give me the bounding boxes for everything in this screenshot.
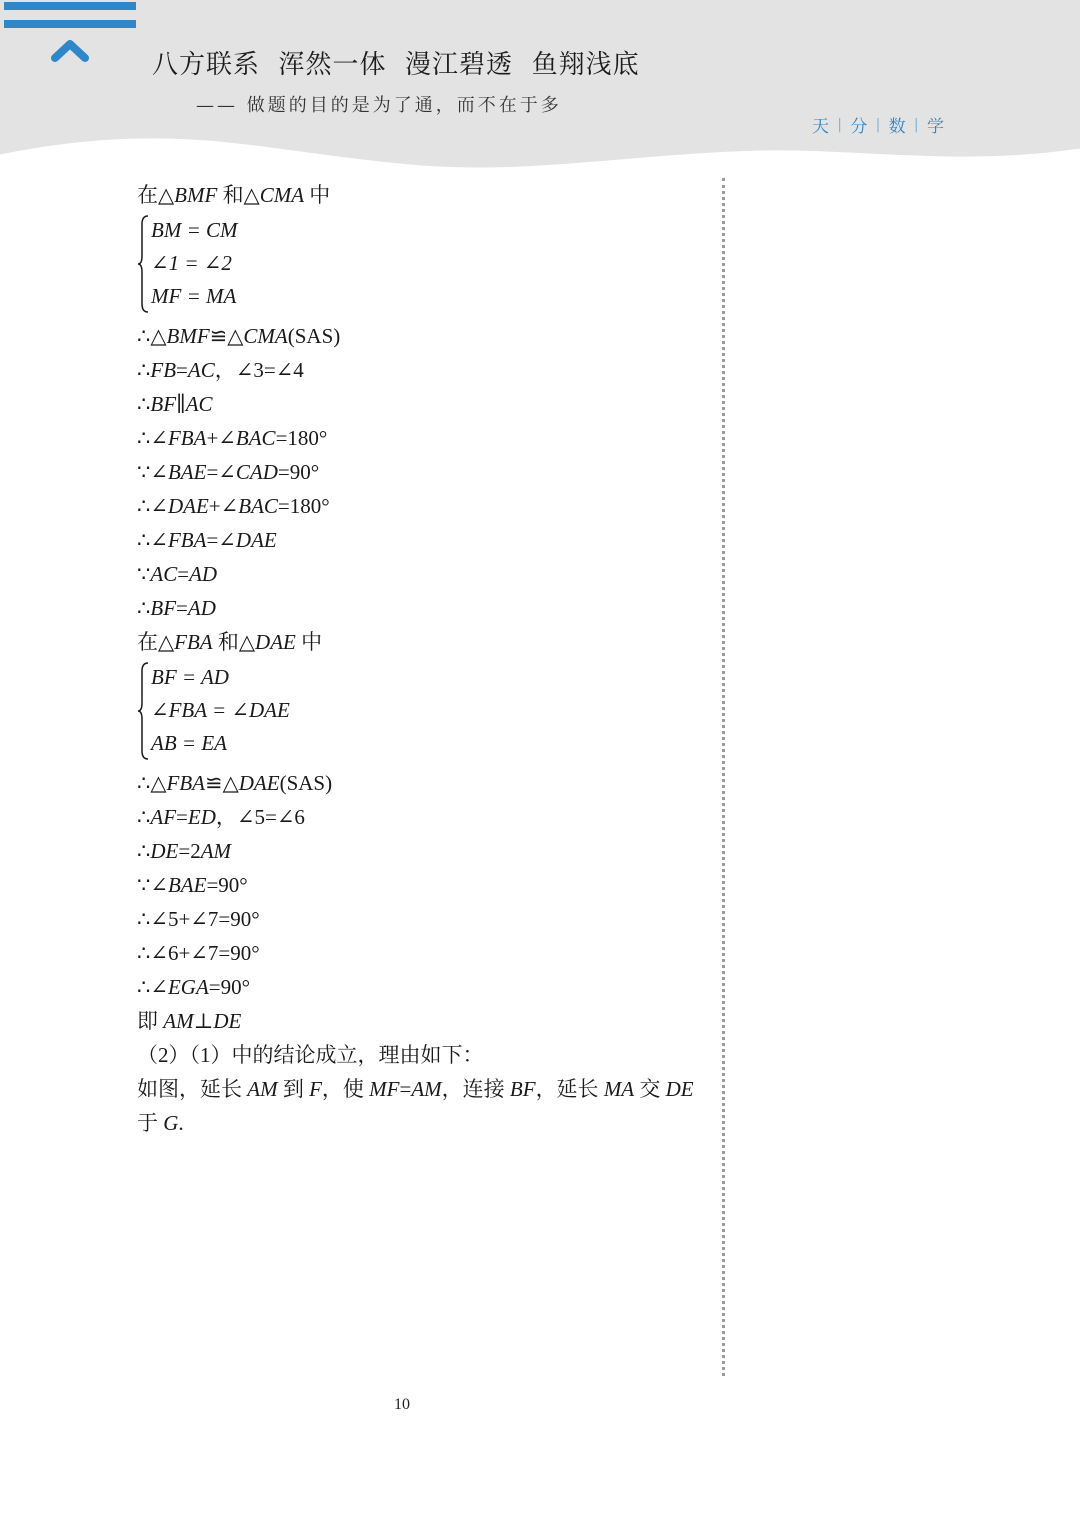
logo-char: 学 — [926, 117, 944, 137]
proof-line: 即 AM⊥DE — [137, 1009, 242, 1033]
logo-separator: | — [913, 116, 919, 133]
logo-separator: | — [837, 116, 843, 133]
proof-line: 在△FBA 和△DAE 中 — [137, 630, 323, 654]
proof-line: ∴BF∥AC — [137, 392, 213, 416]
solution-body — [137, 178, 717, 1140]
proof-line: ∴∠5+∠7=90° — [137, 907, 260, 931]
left-brace-icon — [137, 661, 151, 761]
chevron-up-icon — [0, 0, 140, 110]
proof-line: 在△BMF 和△CMA 中 — [137, 183, 331, 207]
proof-line: ∴△BMF≌△CMA(SAS) — [137, 324, 341, 348]
logo-wordmark — [812, 112, 944, 137]
equation-line: BF = AD — [151, 665, 229, 689]
left-brace-icon — [137, 214, 151, 314]
proof-line: ∵AC=AD — [137, 562, 218, 586]
equation-line: ∠1 = ∠2 — [151, 251, 232, 275]
equation-system — [137, 661, 717, 761]
logo-char: 天 — [812, 117, 829, 137]
logo-separator: | — [875, 116, 881, 133]
proof-line: ∴∠FBA=∠DAE — [137, 528, 277, 552]
page-header — [0, 0, 1080, 175]
proof-line: ∴AF=ED，∠5=∠6 — [137, 805, 305, 829]
equation-line: AB = EA — [151, 731, 227, 755]
header-background — [0, 0, 1080, 175]
page-number: 10 — [394, 1396, 410, 1413]
proof-line: ∵∠BAE=∠CAD=90° — [137, 460, 320, 484]
proof-line: ∴∠DAE+∠BAC=180° — [137, 494, 330, 518]
proof-line: ∴BF=AD — [137, 596, 216, 620]
proof-line: （2）（1）中的结论成立，理由如下： — [137, 1043, 484, 1067]
logo-char: 分 — [850, 117, 868, 137]
equation-line: MF = MA — [151, 284, 237, 308]
proof-line: ∴△FBA≌△DAE(SAS) — [137, 771, 333, 795]
logo-char: 数 — [888, 117, 906, 137]
proof-line: ∵∠BAE=90° — [137, 873, 248, 897]
proof-line: ∴FB=AC，∠3=∠4 — [137, 358, 304, 382]
proof-line: 于 G. — [137, 1111, 184, 1135]
proof-line: ∴DE=2AM — [137, 839, 232, 863]
proof-line: 如图，延长 AM 到 F，使 MF=AM，连接 BF，延长 MA 交 DE — [137, 1077, 694, 1101]
proof-line: ∴∠6+∠7=90° — [137, 941, 260, 965]
header-motto: —— 做题的目的是为了通，而不在于多 — [196, 95, 562, 116]
header-slogan: 八方联系 浑然一体 漫江碧透 鱼翔浅底 — [152, 50, 640, 80]
proof-line: ∴∠EGA=90° — [137, 975, 251, 999]
column-divider — [722, 178, 725, 1376]
equation-line: ∠FBA = ∠DAE — [151, 698, 290, 722]
equation-line: BM = CM — [151, 218, 238, 242]
proof-line: ∴∠FBA+∠BAC=180° — [137, 426, 328, 450]
equation-system — [137, 214, 717, 314]
